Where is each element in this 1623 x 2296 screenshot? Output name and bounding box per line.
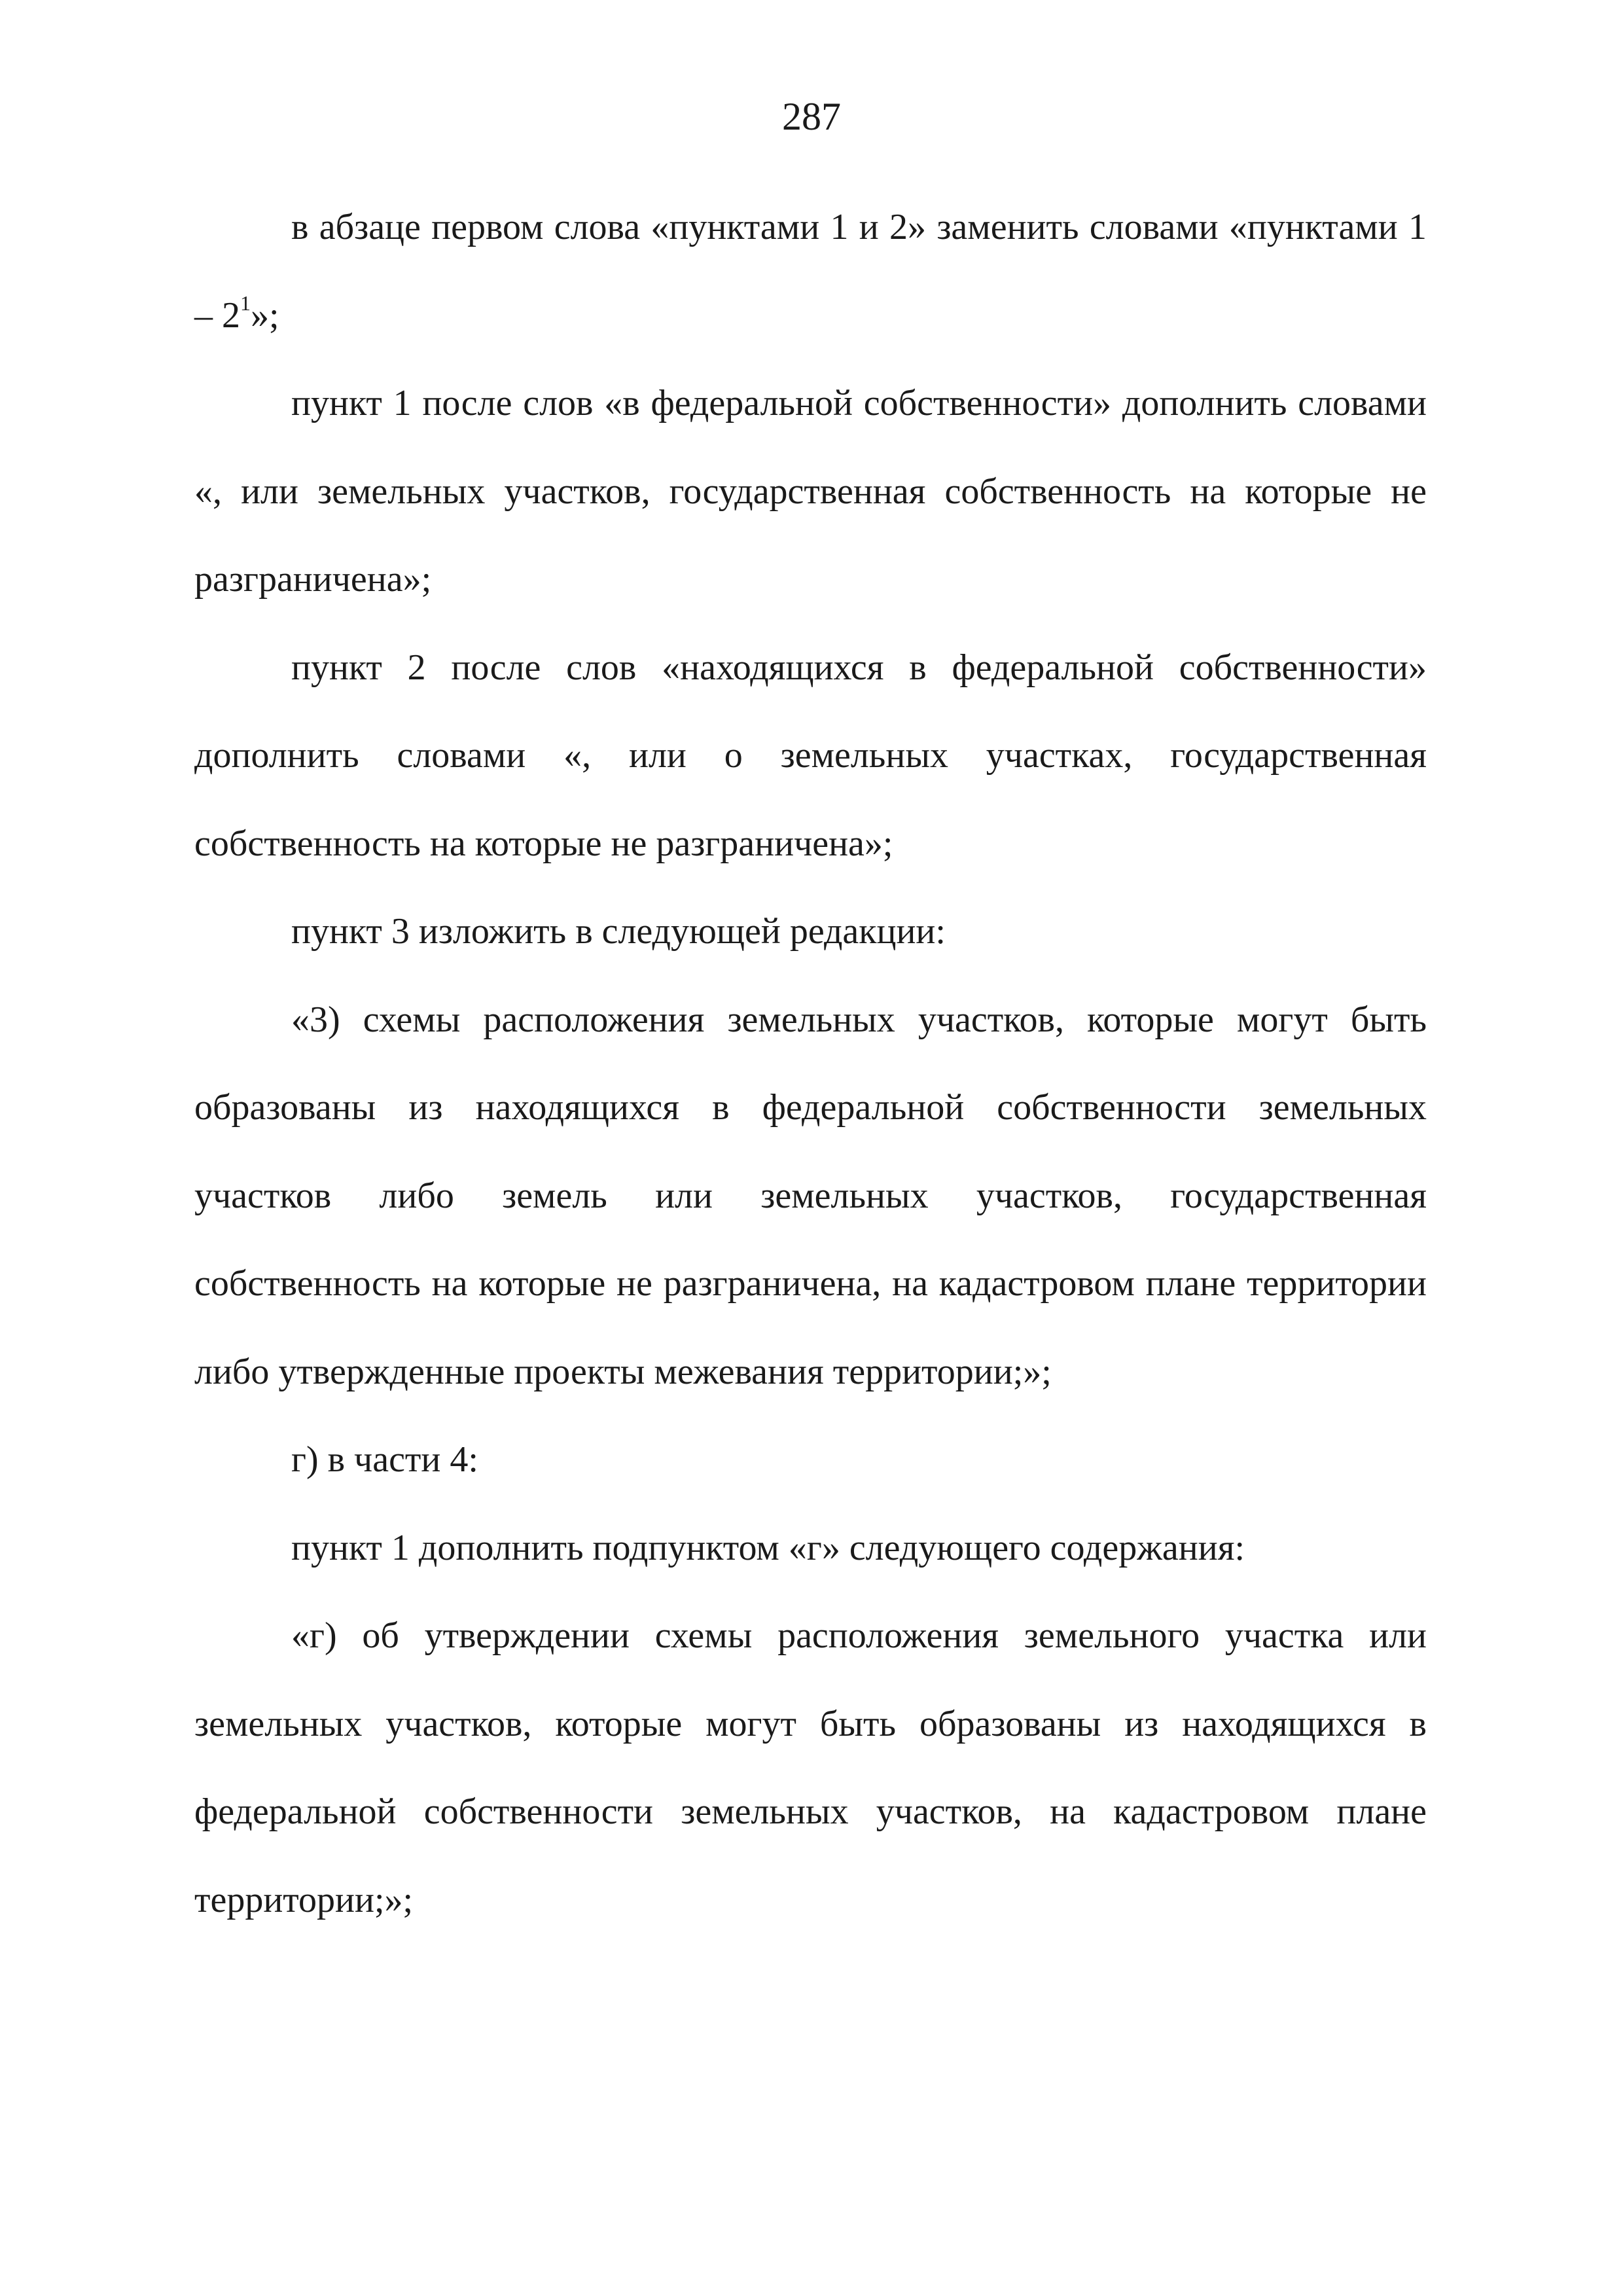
- paragraph-1: [194, 183, 1427, 359]
- paragraph-7: пункт 1 дополнить подпунктом «г» следующего содержания:: [291, 1527, 1245, 1568]
- paragraph-6: г) в части 4:: [291, 1439, 478, 1480]
- paragraph-5: «3) схемы расположения земельных участков, которые могут быть образованы из находящихся в федеральной собственности земельных участков либо земель или земельных участков, государственная собственность на которые не разграничена, на кадастровом плане территории либо утвержденные проекты межевания территории;»;: [194, 999, 1427, 1392]
- paragraph-4: пункт 3 изложить в следующей редакции:: [291, 911, 946, 952]
- document-body: [194, 183, 1427, 1944]
- paragraph-1-end: »;: [251, 295, 279, 336]
- paragraph-3: пункт 2 после слов «находящихся в федеральной собственности» дополнить словами «, или о земельных участках, государственная собственность на которые не разграничена»;: [194, 647, 1427, 864]
- paragraph-1-text: в абзаце первом слова «пунктами 1 и 2» заменить словами «пунктами 1 – 2: [194, 207, 1427, 336]
- superscript: 1: [240, 291, 251, 315]
- paragraph-2: пункт 1 после слов «в федеральной собственности» дополнить словами «, или земельных участков, государственная собственность на которые не разграничена»;: [194, 383, 1427, 600]
- paragraph-8: «г) об утверждении схемы расположения земельного участка или земельных участков, которые могут быть образованы из находящихся в федеральной собственности земельных участков, на кадастровом плане территории;»;: [194, 1615, 1427, 1920]
- page-number: 287: [782, 95, 841, 138]
